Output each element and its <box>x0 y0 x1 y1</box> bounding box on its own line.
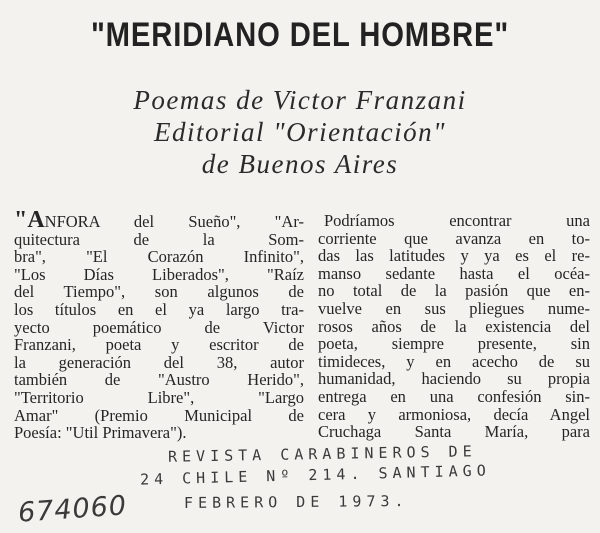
text-line: los títulos en el ya largo tra- <box>14 299 304 319</box>
page-title: "MERIDIANO DEL HOMBRE" <box>90 16 510 54</box>
text-line: Amar" (Premio Municipal de <box>14 405 304 425</box>
text-line: yecto poemático de Victor <box>14 317 304 337</box>
text-line: das las latitudes y ya es el re- <box>318 246 590 266</box>
left-column <box>14 207 304 443</box>
handwritten-source-line-1: REVISTA CARABINEROS DE <box>167 442 477 466</box>
text-line: no total de la pasión que en- <box>318 281 590 301</box>
handwritten-source-line-2: 24 CHILE Nº 214. SANTIAGO <box>139 461 491 489</box>
text-line: vuelve en sus pliegues nume- <box>318 298 590 318</box>
text-line: corriente que avanza en to- <box>318 228 590 248</box>
text-line-rest: NFORA del Sueño", "Ar- <box>44 212 304 231</box>
right-column <box>318 212 590 441</box>
text-line: humanidad, haciendo su propia <box>318 369 590 389</box>
subtitle-line: Editorial "Orientación" <box>154 117 446 147</box>
text-line: rosos años de la existencia del <box>318 316 590 336</box>
text-line: timideces, y en acecho de su <box>318 351 590 371</box>
text-line: Cruchaga Santa María, para <box>318 422 590 442</box>
text-line: Poesía: "Util Primavera"). <box>14 423 187 443</box>
dropcap: "A <box>14 207 45 233</box>
text-line: entrega en una confesión sin- <box>318 386 590 406</box>
text-line: también de "Austro Herido", <box>14 370 304 390</box>
text-line: Podríamos encontrar una <box>324 211 590 230</box>
text-line: bra", "El Corazón Infinito", <box>14 247 304 267</box>
text-line: manso sedante hasta el océa- <box>318 263 590 283</box>
text-line: cera y armoniosa, decía Angel <box>318 404 590 424</box>
text-line: la generación del 38, autor <box>14 352 304 372</box>
subtitle-line: de Buenos Aires <box>201 149 399 179</box>
text-line <box>14 207 304 233</box>
text-line: poeta, siempre presente, sin <box>318 334 590 354</box>
subtitle-line: Poemas de Victor Franzani <box>133 85 467 115</box>
text-line: "Territorio Libre", "Largo <box>14 387 304 407</box>
handwritten-source-line-3: FEBRERO DE 1973. <box>183 492 409 512</box>
text-line: del Tiempo", son algunos de <box>14 282 304 302</box>
text-line: quitectura de la Som- <box>14 229 304 249</box>
text-line: "Los Días Liberados", "Raíz <box>14 264 304 284</box>
catalog-number: 674060 <box>17 490 129 529</box>
text-line: Franzani, poeta y escritor de <box>14 335 304 355</box>
subtitle <box>0 84 600 180</box>
